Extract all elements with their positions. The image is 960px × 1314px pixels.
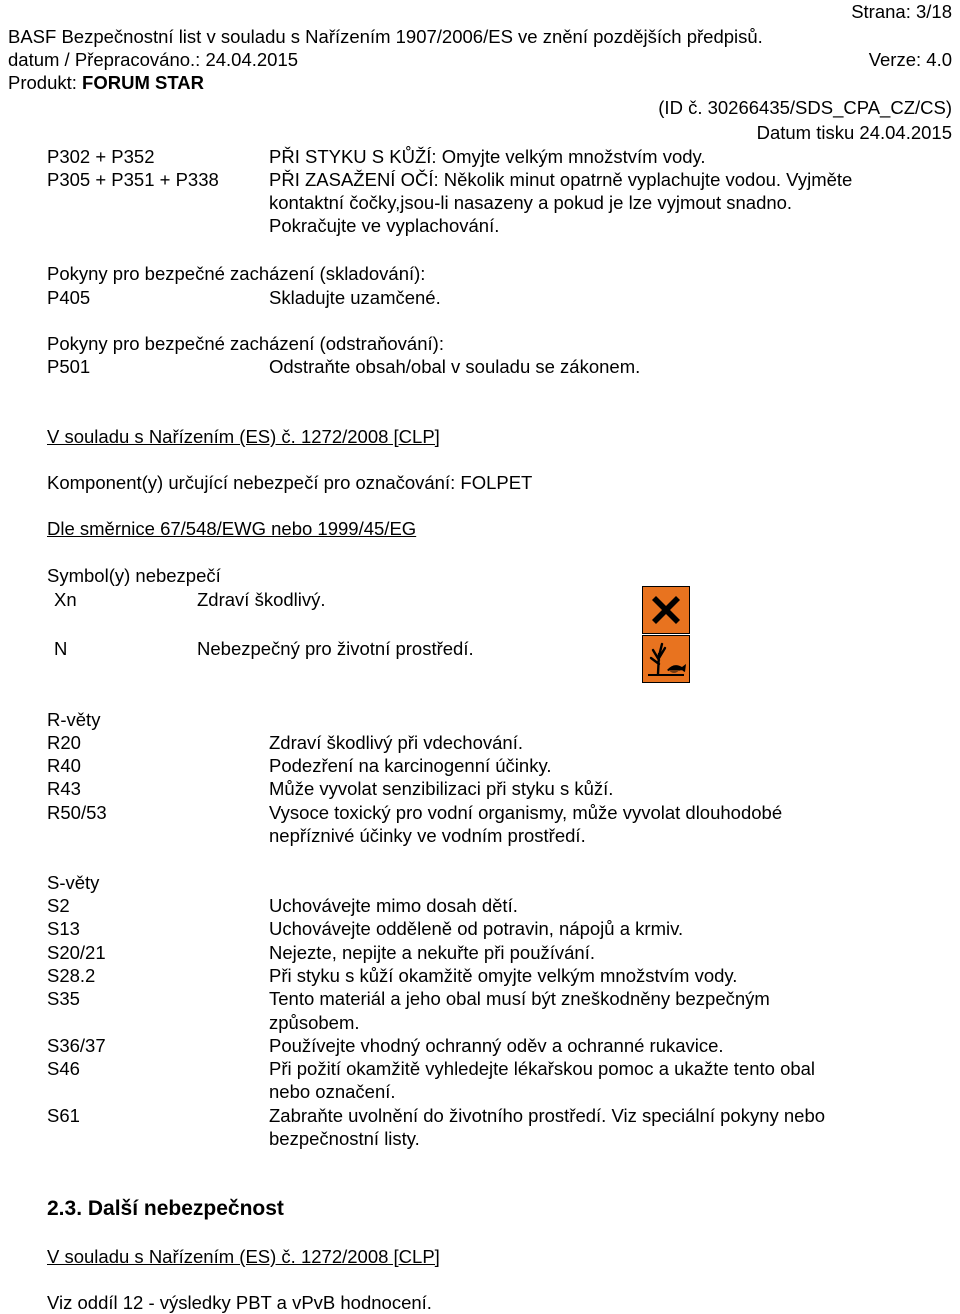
r-code: R20 xyxy=(47,732,81,753)
s-text: Uchovávejte mimo dosah dětí. xyxy=(269,895,518,916)
p-text: kontaktní čočky,jsou-li nasazeny a pokud je lze vyjmout snadno. xyxy=(269,192,793,213)
revision-date: datum / Přepracováno.: 24.04.2015 xyxy=(8,49,299,70)
p-text: PŘI STYKU S KŮŽÍ: Omyjte velkým množstvím vody. xyxy=(269,146,706,167)
product-name: FORUM STAR xyxy=(82,72,204,93)
s-text: Nejezte, nepijte a nekuřte při používání. xyxy=(269,942,595,963)
disposal-text: Odstraňte obsah/obal v souladu se zákonem. xyxy=(269,356,641,377)
p-text: Pokračujte ve vyplachování. xyxy=(269,215,500,236)
r-text: Vysoce toxický pro vodní organismy, může vyvolat dlouhodobé xyxy=(269,802,783,823)
s-text: Tento materiál a jeho obal musí být zneškodněny bezpečným xyxy=(269,988,770,1009)
symbol-code: Xn xyxy=(54,589,77,610)
s-code: S20/21 xyxy=(47,942,106,963)
document-id: (ID č. 30266435/SDS_CPA_CZ/CS) xyxy=(658,97,952,118)
storage-heading: Pokyny pro bezpečné zacházení (skladování): xyxy=(47,263,426,284)
s-phrases-heading: S-věty xyxy=(47,872,100,893)
symbol-code: N xyxy=(54,638,68,659)
r-text: Zdraví škodlivý při vdechování. xyxy=(269,732,523,753)
document-title: BASF Bezpečnostní list v souladu s Nařízením 1907/2006/ES ve znění pozdějších předpisů. xyxy=(8,26,763,47)
s-text: způsobem. xyxy=(269,1012,360,1033)
symbol-text: Zdraví škodlivý. xyxy=(197,589,326,610)
storage-text: Skladujte uzamčené. xyxy=(269,287,441,308)
s-text: bezpečnostní listy. xyxy=(269,1128,420,1149)
components-line: Komponent(y) určující nebezpečí pro označování: FOLPET xyxy=(47,472,533,493)
environment-dead-tree-fish-icon xyxy=(642,635,690,683)
product-line xyxy=(8,71,204,94)
r-text: nepříznivé účinky ve vodním prostředí. xyxy=(269,825,586,846)
p-code: P302 + P352 xyxy=(47,146,155,167)
directive-heading: Dle směrnice 67/548/EWG nebo 1999/45/EG xyxy=(47,518,417,539)
r-code: R40 xyxy=(47,755,81,776)
r-text: Podezření na karcinogenní účinky. xyxy=(269,755,552,776)
s-code: S35 xyxy=(47,988,80,1009)
disposal-code: P501 xyxy=(47,356,91,377)
r-text: Může vyvolat senzibilizaci při styku s kůží. xyxy=(269,778,614,799)
symbols-heading: Symbol(y) nebezpečí xyxy=(47,565,221,586)
section-2-3-text: Viz oddíl 12 - výsledky PBT a vPvB hodnocení. xyxy=(47,1292,432,1313)
disposal-heading: Pokyny pro bezpečné zacházení (odstraňování): xyxy=(47,333,444,354)
section-2-3-title: 2.3. Další nebezpečnost xyxy=(47,1197,284,1220)
s-text: nebo označení. xyxy=(269,1081,396,1102)
r-code: R50/53 xyxy=(47,802,107,823)
p-text: PŘI ZASAŽENÍ OČÍ: Několik minut opatrně vyplachujte vodou. Vyjměte xyxy=(269,169,853,190)
r-code: R43 xyxy=(47,778,81,799)
s-code: S28.2 xyxy=(47,965,96,986)
s-text: Zabraňte uvolnění do životního prostředí. Viz speciální pokyny nebo xyxy=(269,1105,826,1126)
page-number: Strana: 3/18 xyxy=(851,1,952,22)
r-phrases-heading: R-věty xyxy=(47,709,101,730)
symbol-text: Nebezpečný pro životní prostředí. xyxy=(197,638,474,659)
s-code: S13 xyxy=(47,918,80,939)
s-text: Používejte vhodný ochranný oděv a ochranné rukavice. xyxy=(269,1035,724,1056)
section-2-3-clp-heading: V souladu s Nařízením (ES) č. 1272/2008 [CLP] xyxy=(47,1246,440,1267)
product-label: Produkt: xyxy=(8,72,77,93)
harmful-cross-icon xyxy=(642,586,690,634)
storage-code: P405 xyxy=(47,287,91,308)
version: Verze: 4.0 xyxy=(868,49,952,70)
s-code: S36/37 xyxy=(47,1035,106,1056)
clp-heading: V souladu s Nařízením (ES) č. 1272/2008 [CLP] xyxy=(47,426,440,447)
s-text: Při požití okamžitě vyhledejte lékařskou pomoc a ukažte tento obal xyxy=(269,1058,816,1079)
s-code: S61 xyxy=(47,1105,80,1126)
s-code: S46 xyxy=(47,1058,80,1079)
p-code: P305 + P351 + P338 xyxy=(47,169,219,190)
s-text: Při styku s kůží okamžitě omyjte velkým množstvím vody. xyxy=(269,965,738,986)
s-text: Uchovávejte odděleně od potravin, nápojů a krmiv. xyxy=(269,918,684,939)
s-code: S2 xyxy=(47,895,70,916)
print-date: Datum tisku 24.04.2015 xyxy=(756,122,952,143)
